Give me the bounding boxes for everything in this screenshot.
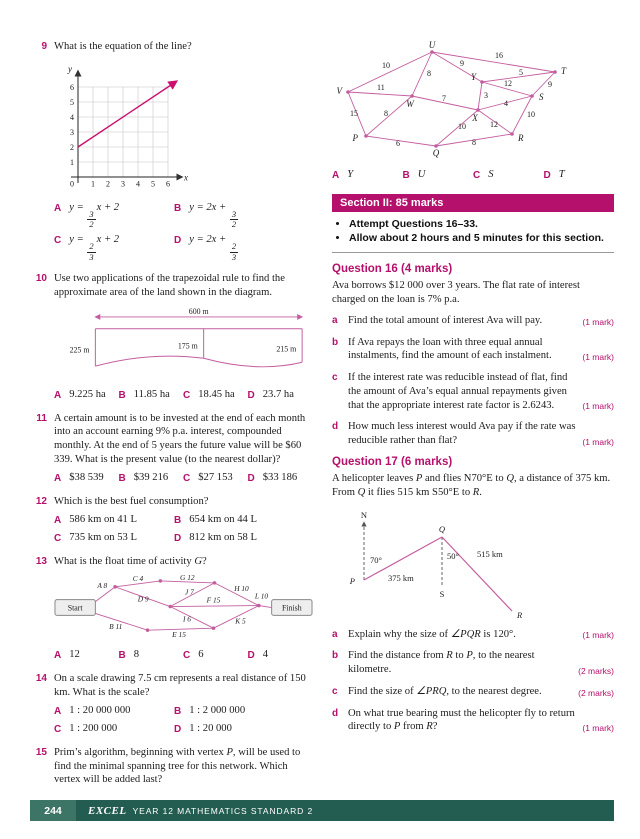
option-b: B $39 216: [118, 471, 169, 484]
question-14: [30, 672, 312, 736]
svg-text:10: 10: [382, 61, 390, 70]
option-value: y = $\frac{3}{2}$ x + 2: [69, 201, 120, 230]
question-intro: A helicopter leaves P and flies N70°E to Q, a distance of 375 km. From Q it flies 515 km S50°E to R.: [332, 473, 611, 498]
svg-text:D 9: D 9: [137, 594, 149, 604]
line-graph: [54, 59, 204, 197]
question-number: 13: [35, 555, 47, 567]
option-value: Y: [347, 169, 354, 180]
q15-options: [332, 168, 614, 182]
part-c: [332, 685, 614, 699]
svg-text:1: 1: [70, 157, 74, 167]
question-text: What is the equation of the line?: [54, 41, 192, 52]
option-letter: D: [174, 235, 182, 247]
svg-text:R: R: [518, 133, 524, 143]
option-value: 1 : 2 000 000: [189, 704, 246, 716]
part-letter: a: [332, 628, 338, 640]
svg-text:8: 8: [384, 109, 388, 118]
part-text: How much less interest would Ava pay if the rate was reducible rather than flat?: [348, 421, 576, 447]
section-2-header: Section II: 85 marks: [332, 194, 614, 212]
svg-text:600 m: 600 m: [188, 306, 209, 316]
part-marks: (1 mark): [582, 723, 614, 734]
part-marks: (2 marks): [578, 665, 614, 676]
svg-text:3: 3: [121, 179, 125, 189]
option-value: y = $\frac{2}{3}$ x + 2: [69, 234, 120, 262]
plotted-line: [78, 83, 174, 147]
options: [54, 648, 312, 662]
question-body: [54, 495, 312, 545]
option-d: D 1 : 20 000: [174, 722, 232, 735]
svg-text:3: 3: [70, 127, 74, 137]
part-marks: (1 mark): [582, 352, 614, 363]
question-15: [30, 746, 312, 787]
part-b: [332, 649, 614, 677]
option-b: B 11.85 ha: [118, 388, 170, 401]
bearing-diagram: [346, 507, 556, 625]
part-letter: c: [332, 685, 338, 697]
option-c: C $27 153: [183, 471, 233, 484]
options: [54, 201, 312, 262]
bearing-labels: [349, 510, 523, 620]
option-d: D $33 186: [247, 471, 298, 484]
svg-text:Y: Y: [470, 72, 476, 82]
part-marks: (1 mark): [582, 316, 614, 327]
option-value: S: [488, 169, 494, 180]
option-letter: A: [54, 202, 62, 214]
part-letter: b: [332, 336, 339, 348]
svg-text:W: W: [406, 99, 414, 109]
option-value: $27 153: [198, 471, 233, 483]
option-value: 4: [262, 649, 269, 661]
option-value: y = 2x + $\frac{3}{2}$: [189, 201, 237, 230]
right-column: [332, 40, 614, 797]
options: [54, 388, 312, 402]
question-intro: Ava borrows $12 000 over 3 years. The flat rate of interest charged on the loan is 7% p.a.: [332, 280, 580, 306]
options: [54, 513, 312, 545]
option-b: B U: [402, 169, 426, 181]
part-a: [332, 314, 614, 328]
option-value: U: [417, 169, 426, 180]
option-value: 18.45 ha: [198, 388, 235, 400]
svg-text:B 11: B 11: [109, 622, 123, 632]
options: [54, 704, 312, 736]
svg-text:12: 12: [490, 120, 498, 129]
question-16: [332, 263, 614, 448]
option-value: 23.7 ha: [262, 388, 294, 400]
svg-text:y: y: [68, 63, 72, 74]
svg-text:8: 8: [427, 69, 431, 78]
svg-text:15: 15: [350, 109, 358, 118]
svg-text:H 10: H 10: [234, 584, 249, 594]
part-a: [332, 628, 614, 642]
option-value: 11.85 ha: [133, 388, 170, 400]
question-number: 14: [35, 673, 47, 685]
svg-text:Q: Q: [438, 523, 446, 534]
svg-text:K 5: K 5: [235, 616, 246, 626]
svg-text:P: P: [352, 133, 358, 143]
part-letter: d: [332, 421, 339, 433]
option-value: T: [558, 169, 565, 180]
svg-text:Q: Q: [432, 148, 440, 158]
question-9: [30, 40, 312, 262]
svg-text:L 10: L 10: [254, 591, 269, 601]
svg-text:6: 6: [70, 82, 74, 92]
svg-text:5: 5: [151, 179, 155, 189]
option-c: C 735 km on 53 L: [54, 531, 137, 544]
part-letter: b: [332, 650, 339, 662]
option-value: 12: [69, 649, 80, 661]
instruction-item: • Allow about 2 hours and 5 minutes for this section.: [349, 231, 614, 245]
svg-text:3: 3: [484, 91, 488, 100]
question-text: On a scale drawing 7.5 cm represents a real distance of 150 km. What is the scale?: [54, 673, 306, 699]
option-b: B 8: [118, 649, 140, 662]
svg-text:9: 9: [548, 80, 552, 89]
option-b: B 1 : 2 000 000: [174, 704, 246, 717]
svg-text:175 m: 175 m: [177, 341, 198, 351]
question-body: [54, 272, 312, 402]
part-text: If Ava repays the loan with three equal annual instalments, find the amount of each instalment.: [348, 336, 552, 362]
option-a: A 586 km on 41 L: [54, 513, 137, 526]
option-value: y = 2x + $\frac{2}{3}$: [189, 234, 237, 262]
question-body: [54, 40, 312, 262]
option-c: C 6: [183, 649, 204, 662]
svg-text:11: 11: [377, 83, 385, 92]
part-marks: (1 mark): [582, 437, 614, 447]
option-a: A Y: [332, 169, 354, 181]
land-diagram: [54, 305, 310, 384]
svg-text:10: 10: [527, 110, 535, 119]
svg-text:4: 4: [504, 99, 508, 108]
section-2-instructions: [332, 217, 614, 253]
question-number: 9: [41, 41, 47, 52]
question-number: 15: [35, 746, 47, 758]
question-number: 12: [35, 495, 47, 507]
svg-text:P: P: [349, 575, 355, 586]
svg-text:6: 6: [166, 179, 170, 189]
question-marks: (6 marks): [401, 456, 453, 468]
activity-network-diagram: [54, 573, 313, 644]
option-d: [174, 233, 312, 262]
svg-text:5: 5: [70, 97, 74, 107]
option-value: 735 km on 53 L: [69, 531, 137, 543]
question-text: Which is the best fuel consumption?: [54, 495, 209, 507]
svg-text:70°: 70°: [370, 554, 382, 565]
question-body: [54, 746, 312, 787]
option-value: 812 km on 58 L: [189, 531, 257, 543]
left-column: [30, 40, 312, 797]
option-c: C 1 : 200 000: [54, 722, 118, 735]
svg-text:N: N: [360, 509, 368, 520]
svg-text:4: 4: [70, 112, 74, 122]
option-d: D 23.7 ha: [247, 388, 294, 401]
question-number: 10: [35, 273, 47, 285]
svg-text:4: 4: [136, 179, 140, 189]
axis-tick-labels: [67, 64, 188, 189]
question-13: [30, 555, 312, 663]
option-b: B 654 km on 44 L: [174, 513, 257, 526]
part-marks: (2 marks): [578, 687, 614, 698]
question-text: Use two applications of the trapezoidal rule to find the approximate area of the land shown in the diagram.: [54, 273, 285, 298]
svg-text:215 m: 215 m: [276, 344, 297, 354]
start-label: Start: [67, 603, 83, 613]
option-a: A 9.225 ha: [54, 388, 106, 401]
svg-text:A 8: A 8: [97, 581, 108, 591]
measurement-labels: [70, 307, 297, 354]
question-body: [54, 672, 312, 736]
svg-text:C 4: C 4: [132, 574, 144, 584]
page-number: 244: [30, 800, 76, 821]
question-heading: Question 17 (6 marks): [332, 456, 453, 468]
options: [54, 471, 312, 485]
svg-text:375 km: 375 km: [388, 572, 414, 583]
svg-text:16: 16: [495, 51, 503, 60]
svg-text:5: 5: [519, 68, 523, 77]
part-letter: c: [332, 372, 338, 384]
option-value: 1 : 200 000: [69, 722, 118, 734]
option-d: D T: [543, 169, 565, 181]
part-c: [332, 371, 614, 412]
weighted-network-diagram: [332, 40, 602, 158]
option-value: 1 : 20 000 000: [69, 704, 131, 716]
part-text: On what true bearing must the helicopter fly to return directly to P from R?: [348, 707, 575, 733]
svg-text:J 7: J 7: [184, 587, 194, 597]
svg-text:0: 0: [70, 179, 74, 189]
part-d: [332, 707, 614, 735]
question-12: [30, 495, 312, 545]
option-letter: B: [174, 202, 182, 214]
option-a: [54, 201, 174, 230]
vertex-labels: [337, 40, 568, 158]
option-d: D 812 km on 58 L: [174, 531, 257, 544]
instruction-item: • Attempt Questions 16–33.: [349, 217, 614, 231]
option-c: C S: [473, 169, 494, 181]
question-heading: Question 16 (4 marks): [332, 263, 453, 276]
svg-text:V: V: [336, 86, 342, 96]
svg-text:515 km: 515 km: [477, 548, 503, 559]
svg-text:50°: 50°: [447, 550, 459, 561]
question-text: A certain amount is to be invested at the end of each month into an account earning 9% p.a. interest, compounded monthly. At the end of 5 years the future value will be $60 339. What is the present value (to the nearest dollar)?: [54, 412, 306, 465]
option-value: $38 539: [69, 471, 104, 483]
series-title: YEAR 12 MATHEMATICS STANDARD 2: [132, 805, 314, 816]
option-a: A $38 539: [54, 471, 104, 484]
option-letter: C: [54, 235, 62, 247]
question-marks: (4 marks): [401, 263, 453, 276]
svg-text:E 15: E 15: [172, 630, 186, 640]
question-text: What is the float time of activity G?: [54, 555, 207, 567]
svg-text:S: S: [439, 588, 445, 599]
network-edges: [348, 52, 555, 146]
svg-text:10: 10: [458, 122, 466, 131]
option-a: A 1 : 20 000 000: [54, 704, 131, 717]
svg-text:7: 7: [442, 94, 446, 103]
part-letter: a: [332, 314, 338, 326]
part-d: [332, 420, 614, 448]
question-11: [30, 412, 312, 485]
option-b: [174, 201, 312, 230]
finish-label: Finish: [281, 603, 302, 613]
part-text: Find the size of ∠PRQ, to the nearest degree.: [348, 685, 542, 697]
question-body: [54, 412, 312, 485]
option-d: D 4: [247, 649, 269, 662]
svg-text:S: S: [539, 92, 544, 102]
part-text: Explain why the size of ∠PQR is 120°.: [348, 628, 516, 640]
svg-text:9: 9: [460, 59, 464, 68]
question-number: 11: [36, 412, 47, 424]
land-outline: [95, 328, 302, 366]
option-value: $39 216: [133, 471, 169, 483]
svg-text:2: 2: [106, 179, 110, 189]
svg-text:I 6: I 6: [183, 614, 192, 624]
svg-text:2: 2: [70, 142, 74, 152]
part-marks: (1 mark): [582, 401, 614, 412]
part-letter: d: [332, 707, 339, 719]
question-text: Prim’s algorithm, beginning with vertex P, will be used to find the minimal spanning tree for this network. Which vertex will be added last?: [54, 746, 301, 786]
option-value: 1 : 20 000: [189, 722, 232, 734]
section-2-notice: [332, 194, 614, 253]
svg-text:G 12: G 12: [180, 573, 195, 583]
part-text: If the interest rate was reducible instead of flat, find the amount of Ava’s equal annual repayments given that the appropriate interest rate factor is 2.6243.: [348, 372, 568, 411]
question-10: [30, 272, 312, 402]
svg-text:12: 12: [504, 79, 512, 88]
svg-text:1: 1: [91, 179, 95, 189]
part-marks: (1 mark): [582, 630, 614, 641]
option-value: $33 186: [262, 471, 298, 483]
option-value: 8: [133, 649, 140, 661]
option-value: 586 km on 41 L: [69, 513, 137, 525]
svg-text:R: R: [517, 609, 523, 620]
grid: [78, 87, 168, 177]
part-b: [332, 336, 614, 364]
svg-text:8: 8: [472, 138, 476, 147]
svg-text:X: X: [472, 113, 478, 123]
option-value: 9.225 ha: [69, 388, 106, 400]
svg-text:x: x: [184, 172, 188, 183]
page-footer: [30, 800, 614, 821]
option-value: 6: [198, 649, 204, 661]
part-text: Find the total amount of interest Ava will pay.: [348, 314, 543, 326]
option-c: C 18.45 ha: [183, 388, 235, 401]
part-text: Find the distance from R to P, to the nearest kilometre.: [348, 650, 535, 676]
option-c: [54, 233, 174, 262]
svg-text:F 15: F 15: [206, 595, 221, 605]
svg-text:225 m: 225 m: [69, 345, 90, 355]
svg-text:U: U: [428, 40, 436, 50]
question-17: [332, 456, 614, 734]
svg-text:6: 6: [396, 139, 400, 148]
question-body: [54, 555, 312, 663]
option-a: A 12: [54, 649, 80, 662]
brand-logo: EXCEL: [88, 804, 127, 817]
option-value: 654 km on 44 L: [189, 513, 257, 525]
svg-text:T: T: [561, 66, 567, 76]
